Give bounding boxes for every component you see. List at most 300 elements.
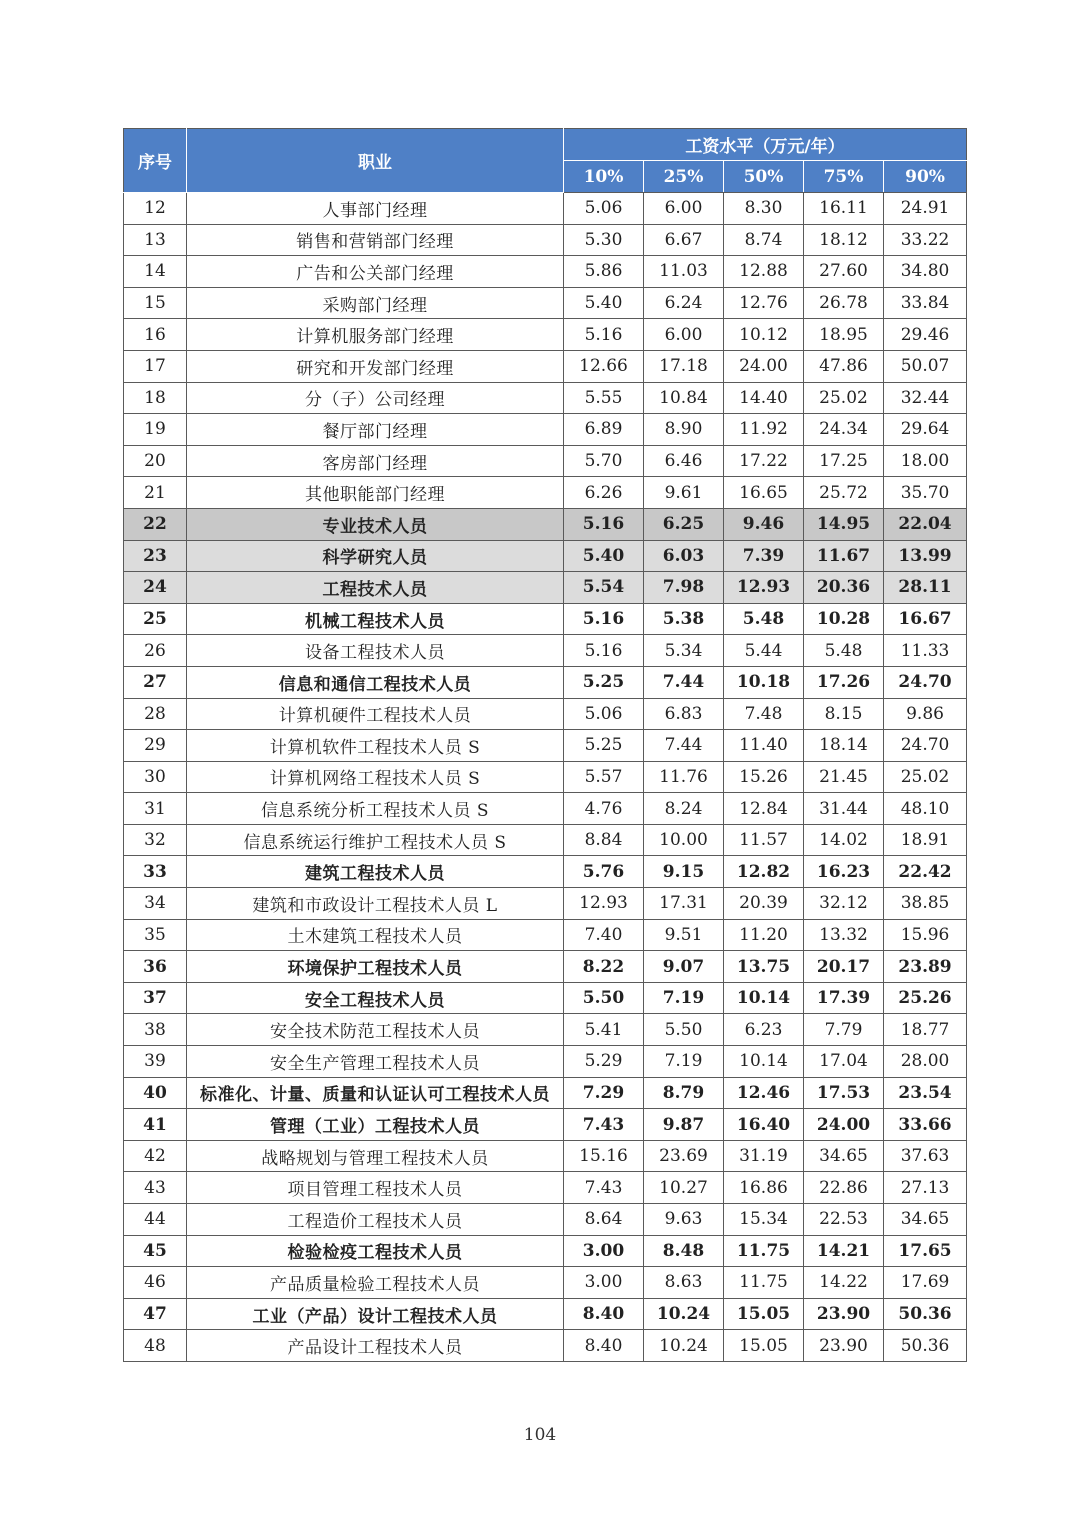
- cell-occupation: 设备工程技术人员: [187, 635, 564, 667]
- cell-wage-value: 3.00: [564, 1267, 644, 1299]
- table-row: [124, 1140, 967, 1172]
- cell-wage-value: 11.75: [724, 1267, 804, 1299]
- cell-seq: 46: [124, 1267, 187, 1299]
- cell-wage-value: 4.76: [564, 793, 644, 825]
- cell-wage-value: 12.76: [724, 287, 804, 319]
- cell-wage-value: 8.24: [644, 793, 724, 825]
- cell-wage-value: 15.16: [564, 1140, 644, 1172]
- cell-wage-value: 24.00: [804, 1109, 884, 1141]
- cell-wage-value: 18.95: [804, 319, 884, 351]
- cell-wage-value: 8.90: [644, 414, 724, 446]
- cell-wage-value: 7.44: [644, 666, 724, 698]
- cell-wage-value: 12.93: [564, 888, 644, 920]
- cell-seq: 34: [124, 888, 187, 920]
- cell-wage-value: 7.43: [564, 1172, 644, 1204]
- cell-wage-value: 34.65: [884, 1204, 967, 1236]
- cell-wage-value: 10.00: [644, 824, 724, 856]
- cell-wage-value: 8.84: [564, 824, 644, 856]
- cell-seq: 19: [124, 414, 187, 446]
- table-row: [124, 572, 967, 604]
- cell-wage-value: 34.65: [804, 1140, 884, 1172]
- cell-occupation: 信息和通信工程技术人员: [187, 666, 564, 698]
- cell-wage-value: 10.18: [724, 666, 804, 698]
- cell-wage-value: 17.69: [884, 1267, 967, 1299]
- cell-seq: 44: [124, 1204, 187, 1236]
- table-row: [124, 287, 967, 319]
- cell-seq: 26: [124, 635, 187, 667]
- cell-wage-value: 5.54: [564, 572, 644, 604]
- cell-seq: 13: [124, 224, 187, 256]
- cell-wage-value: 7.48: [724, 698, 804, 730]
- cell-occupation: 工业（产品）设计工程技术人员: [187, 1298, 564, 1330]
- cell-wage-value: 17.18: [644, 350, 724, 382]
- cell-seq: 47: [124, 1298, 187, 1330]
- cell-wage-value: 24.34: [804, 414, 884, 446]
- cell-wage-value: 20.36: [804, 572, 884, 604]
- header-percentile: 25%: [644, 161, 724, 193]
- cell-wage-value: 18.00: [884, 445, 967, 477]
- cell-wage-value: 22.86: [804, 1172, 884, 1204]
- cell-occupation: 工程造价工程技术人员: [187, 1204, 564, 1236]
- table-row: [124, 508, 967, 540]
- cell-wage-value: 8.79: [644, 1077, 724, 1109]
- cell-wage-value: 5.16: [564, 508, 644, 540]
- cell-wage-value: 12.93: [724, 572, 804, 604]
- header-occupation: 职业: [187, 129, 564, 193]
- cell-occupation: 标准化、计量、质量和认证认可工程技术人员: [187, 1077, 564, 1109]
- cell-seq: 27: [124, 666, 187, 698]
- cell-wage-value: 38.85: [884, 888, 967, 920]
- cell-seq: 42: [124, 1140, 187, 1172]
- cell-wage-value: 17.22: [724, 445, 804, 477]
- table-row: [124, 319, 967, 351]
- cell-seq: 12: [124, 193, 187, 225]
- cell-wage-value: 12.82: [724, 856, 804, 888]
- cell-occupation: 机械工程技术人员: [187, 603, 564, 635]
- cell-wage-value: 50.36: [884, 1330, 967, 1362]
- table-row: [124, 951, 967, 983]
- cell-seq: 45: [124, 1235, 187, 1267]
- table-row: [124, 1330, 967, 1362]
- cell-wage-value: 23.89: [884, 951, 967, 983]
- cell-wage-value: 24.70: [884, 730, 967, 762]
- table-row: [124, 1014, 967, 1046]
- cell-wage-value: 11.03: [644, 256, 724, 288]
- cell-wage-value: 5.50: [564, 982, 644, 1014]
- cell-wage-value: 9.46: [724, 508, 804, 540]
- header-percentile: 90%: [884, 161, 967, 193]
- cell-wage-value: 23.69: [644, 1140, 724, 1172]
- cell-wage-value: 5.40: [564, 540, 644, 572]
- cell-wage-value: 6.89: [564, 414, 644, 446]
- cell-wage-value: 5.16: [564, 319, 644, 351]
- table-row: [124, 824, 967, 856]
- cell-wage-value: 5.55: [564, 382, 644, 414]
- cell-wage-value: 7.39: [724, 540, 804, 572]
- cell-occupation: 专业技术人员: [187, 508, 564, 540]
- cell-wage-value: 8.64: [564, 1204, 644, 1236]
- cell-occupation: 管理（工业）工程技术人员: [187, 1109, 564, 1141]
- header-percentile: 75%: [804, 161, 884, 193]
- cell-wage-value: 5.30: [564, 224, 644, 256]
- cell-occupation: 其他职能部门经理: [187, 477, 564, 509]
- cell-wage-value: 6.25: [644, 508, 724, 540]
- cell-seq: 20: [124, 445, 187, 477]
- table-row: [124, 445, 967, 477]
- cell-occupation: 环境保护工程技术人员: [187, 951, 564, 983]
- cell-wage-value: 10.24: [644, 1330, 724, 1362]
- cell-wage-value: 28.00: [884, 1046, 967, 1078]
- table-row: [124, 1109, 967, 1141]
- cell-wage-value: 11.75: [724, 1235, 804, 1267]
- cell-wage-value: 5.38: [644, 603, 724, 635]
- cell-seq: 29: [124, 730, 187, 762]
- cell-wage-value: 23.54: [884, 1077, 967, 1109]
- cell-wage-value: 17.39: [804, 982, 884, 1014]
- table-row: [124, 414, 967, 446]
- table-row: [124, 1046, 967, 1078]
- cell-wage-value: 31.19: [724, 1140, 804, 1172]
- cell-wage-value: 16.86: [724, 1172, 804, 1204]
- cell-wage-value: 18.77: [884, 1014, 967, 1046]
- table-row: [124, 224, 967, 256]
- cell-wage-value: 15.26: [724, 761, 804, 793]
- header-percentile: 10%: [564, 161, 644, 193]
- cell-wage-value: 16.65: [724, 477, 804, 509]
- cell-occupation: 分（子）公司经理: [187, 382, 564, 414]
- cell-wage-value: 16.40: [724, 1109, 804, 1141]
- table-row: [124, 856, 967, 888]
- cell-seq: 18: [124, 382, 187, 414]
- cell-wage-value: 20.39: [724, 888, 804, 920]
- cell-wage-value: 16.23: [804, 856, 884, 888]
- cell-wage-value: 10.14: [724, 1046, 804, 1078]
- cell-wage-value: 11.33: [884, 635, 967, 667]
- cell-wage-value: 7.19: [644, 1046, 724, 1078]
- cell-wage-value: 9.61: [644, 477, 724, 509]
- cell-wage-value: 10.27: [644, 1172, 724, 1204]
- cell-wage-value: 18.91: [884, 824, 967, 856]
- table-row: [124, 256, 967, 288]
- cell-occupation: 产品设计工程技术人员: [187, 1330, 564, 1362]
- cell-seq: 28: [124, 698, 187, 730]
- cell-wage-value: 13.32: [804, 919, 884, 951]
- cell-occupation: 建筑和市政设计工程技术人员 L: [187, 888, 564, 920]
- cell-wage-value: 5.50: [644, 1014, 724, 1046]
- table-row: [124, 793, 967, 825]
- cell-seq: 22: [124, 508, 187, 540]
- cell-wage-value: 6.23: [724, 1014, 804, 1046]
- cell-occupation: 计算机软件工程技术人员 S: [187, 730, 564, 762]
- cell-wage-value: 22.53: [804, 1204, 884, 1236]
- table-row: [124, 603, 967, 635]
- table-row: [124, 919, 967, 951]
- cell-occupation: 餐厅部门经理: [187, 414, 564, 446]
- cell-wage-value: 12.46: [724, 1077, 804, 1109]
- cell-wage-value: 35.70: [884, 477, 967, 509]
- table-row: [124, 1204, 967, 1236]
- cell-wage-value: 7.79: [804, 1014, 884, 1046]
- cell-wage-value: 11.92: [724, 414, 804, 446]
- cell-occupation: 工程技术人员: [187, 572, 564, 604]
- cell-occupation: 计算机硬件工程技术人员: [187, 698, 564, 730]
- cell-wage-value: 10.28: [804, 603, 884, 635]
- table-row: [124, 1172, 967, 1204]
- cell-wage-value: 24.70: [884, 666, 967, 698]
- cell-wage-value: 6.00: [644, 319, 724, 351]
- cell-occupation: 研究和开发部门经理: [187, 350, 564, 382]
- cell-wage-value: 6.00: [644, 193, 724, 225]
- cell-wage-value: 7.29: [564, 1077, 644, 1109]
- cell-wage-value: 7.98: [644, 572, 724, 604]
- cell-seq: 43: [124, 1172, 187, 1204]
- cell-wage-value: 10.84: [644, 382, 724, 414]
- table-row: [124, 1267, 967, 1299]
- cell-wage-value: 7.19: [644, 982, 724, 1014]
- cell-wage-value: 8.48: [644, 1235, 724, 1267]
- cell-wage-value: 11.67: [804, 540, 884, 572]
- cell-wage-value: 8.15: [804, 698, 884, 730]
- cell-wage-value: 15.96: [884, 919, 967, 951]
- cell-occupation: 销售和营销部门经理: [187, 224, 564, 256]
- cell-wage-value: 26.78: [804, 287, 884, 319]
- cell-wage-value: 22.42: [884, 856, 967, 888]
- cell-seq: 14: [124, 256, 187, 288]
- cell-wage-value: 34.80: [884, 256, 967, 288]
- cell-wage-value: 5.41: [564, 1014, 644, 1046]
- cell-wage-value: 5.34: [644, 635, 724, 667]
- cell-wage-value: 5.25: [564, 730, 644, 762]
- cell-wage-value: 14.22: [804, 1267, 884, 1299]
- table-row: [124, 635, 967, 667]
- cell-wage-value: 50.36: [884, 1298, 967, 1330]
- table-row: [124, 382, 967, 414]
- cell-occupation: 土木建筑工程技术人员: [187, 919, 564, 951]
- cell-seq: 23: [124, 540, 187, 572]
- cell-wage-value: 28.11: [884, 572, 967, 604]
- cell-wage-value: 13.99: [884, 540, 967, 572]
- table-row: [124, 666, 967, 698]
- cell-wage-value: 5.25: [564, 666, 644, 698]
- cell-wage-value: 17.26: [804, 666, 884, 698]
- cell-seq: 37: [124, 982, 187, 1014]
- cell-wage-value: 12.88: [724, 256, 804, 288]
- cell-wage-value: 5.29: [564, 1046, 644, 1078]
- cell-occupation: 安全技术防范工程技术人员: [187, 1014, 564, 1046]
- table-body: [124, 193, 967, 1362]
- cell-wage-value: 47.86: [804, 350, 884, 382]
- cell-seq: 39: [124, 1046, 187, 1078]
- cell-wage-value: 9.63: [644, 1204, 724, 1236]
- cell-seq: 48: [124, 1330, 187, 1362]
- cell-wage-value: 7.40: [564, 919, 644, 951]
- cell-wage-value: 11.40: [724, 730, 804, 762]
- cell-seq: 31: [124, 793, 187, 825]
- table-row: [124, 698, 967, 730]
- cell-wage-value: 33.84: [884, 287, 967, 319]
- cell-occupation: 项目管理工程技术人员: [187, 1172, 564, 1204]
- cell-seq: 17: [124, 350, 187, 382]
- cell-wage-value: 18.12: [804, 224, 884, 256]
- cell-wage-value: 22.04: [884, 508, 967, 540]
- cell-wage-value: 15.34: [724, 1204, 804, 1236]
- cell-wage-value: 6.83: [644, 698, 724, 730]
- cell-wage-value: 12.84: [724, 793, 804, 825]
- cell-wage-value: 17.53: [804, 1077, 884, 1109]
- cell-occupation: 检验检疫工程技术人员: [187, 1235, 564, 1267]
- cell-occupation: 广告和公关部门经理: [187, 256, 564, 288]
- cell-wage-value: 27.13: [884, 1172, 967, 1204]
- table-row: [124, 1235, 967, 1267]
- page-number: 104: [523, 1425, 557, 1445]
- table-row: [124, 350, 967, 382]
- cell-wage-value: 6.67: [644, 224, 724, 256]
- cell-wage-value: 5.16: [564, 635, 644, 667]
- cell-seq: 40: [124, 1077, 187, 1109]
- cell-wage-value: 5.06: [564, 698, 644, 730]
- cell-wage-value: 8.30: [724, 193, 804, 225]
- cell-occupation: 客房部门经理: [187, 445, 564, 477]
- cell-wage-value: 17.31: [644, 888, 724, 920]
- cell-wage-value: 17.25: [804, 445, 884, 477]
- cell-wage-value: 7.44: [644, 730, 724, 762]
- cell-wage-value: 8.63: [644, 1267, 724, 1299]
- table-row: [124, 540, 967, 572]
- cell-occupation: 人事部门经理: [187, 193, 564, 225]
- cell-wage-value: 11.76: [644, 761, 724, 793]
- wage-table: [123, 128, 967, 1362]
- cell-seq: 21: [124, 477, 187, 509]
- table-row: [124, 982, 967, 1014]
- cell-wage-value: 5.16: [564, 603, 644, 635]
- cell-seq: 24: [124, 572, 187, 604]
- cell-wage-value: 33.22: [884, 224, 967, 256]
- cell-wage-value: 5.57: [564, 761, 644, 793]
- cell-occupation: 产品质量检验工程技术人员: [187, 1267, 564, 1299]
- cell-occupation: 科学研究人员: [187, 540, 564, 572]
- table-row: [124, 193, 967, 225]
- cell-wage-value: 8.40: [564, 1330, 644, 1362]
- cell-occupation: 安全生产管理工程技术人员: [187, 1046, 564, 1078]
- cell-seq: 16: [124, 319, 187, 351]
- cell-wage-value: 14.40: [724, 382, 804, 414]
- cell-wage-value: 8.74: [724, 224, 804, 256]
- header-percentile: 50%: [724, 161, 804, 193]
- table-row: [124, 1298, 967, 1330]
- header-seq: 序号: [124, 129, 187, 193]
- cell-occupation: 建筑工程技术人员: [187, 856, 564, 888]
- cell-wage-value: 9.07: [644, 951, 724, 983]
- cell-wage-value: 6.24: [644, 287, 724, 319]
- cell-seq: 32: [124, 824, 187, 856]
- cell-wage-value: 37.63: [884, 1140, 967, 1172]
- cell-wage-value: 5.48: [804, 635, 884, 667]
- cell-wage-value: 5.86: [564, 256, 644, 288]
- cell-wage-value: 32.12: [804, 888, 884, 920]
- cell-wage-value: 3.00: [564, 1235, 644, 1267]
- cell-wage-value: 18.14: [804, 730, 884, 762]
- table-row: [124, 761, 967, 793]
- cell-wage-value: 31.44: [804, 793, 884, 825]
- cell-wage-value: 5.48: [724, 603, 804, 635]
- cell-wage-value: 10.12: [724, 319, 804, 351]
- cell-wage-value: 27.60: [804, 256, 884, 288]
- cell-wage-value: 6.03: [644, 540, 724, 572]
- cell-wage-value: 8.22: [564, 951, 644, 983]
- cell-wage-value: 23.90: [804, 1330, 884, 1362]
- cell-seq: 41: [124, 1109, 187, 1141]
- cell-wage-value: 17.65: [884, 1235, 967, 1267]
- cell-wage-value: 25.02: [804, 382, 884, 414]
- cell-occupation: 安全工程技术人员: [187, 982, 564, 1014]
- cell-wage-value: 15.05: [724, 1298, 804, 1330]
- cell-wage-value: 5.40: [564, 287, 644, 319]
- cell-wage-value: 24.91: [884, 193, 967, 225]
- cell-wage-value: 11.20: [724, 919, 804, 951]
- cell-wage-value: 6.46: [644, 445, 724, 477]
- table-header: [124, 129, 967, 193]
- cell-seq: 38: [124, 1014, 187, 1046]
- cell-seq: 25: [124, 603, 187, 635]
- cell-seq: 30: [124, 761, 187, 793]
- cell-wage-value: 23.90: [804, 1298, 884, 1330]
- cell-wage-value: 9.86: [884, 698, 967, 730]
- cell-wage-value: 5.70: [564, 445, 644, 477]
- cell-wage-value: 16.11: [804, 193, 884, 225]
- cell-occupation: 信息系统运行维护工程技术人员 S: [187, 824, 564, 856]
- table-row: [124, 888, 967, 920]
- cell-wage-value: 21.45: [804, 761, 884, 793]
- cell-wage-value: 14.02: [804, 824, 884, 856]
- cell-wage-value: 14.21: [804, 1235, 884, 1267]
- cell-wage-value: 11.57: [724, 824, 804, 856]
- cell-wage-value: 9.51: [644, 919, 724, 951]
- cell-wage-value: 13.75: [724, 951, 804, 983]
- cell-seq: 33: [124, 856, 187, 888]
- cell-wage-value: 10.14: [724, 982, 804, 1014]
- table-row: [124, 477, 967, 509]
- cell-wage-value: 29.46: [884, 319, 967, 351]
- cell-wage-value: 8.40: [564, 1298, 644, 1330]
- cell-occupation: 战略规划与管理工程技术人员: [187, 1140, 564, 1172]
- cell-occupation: 计算机服务部门经理: [187, 319, 564, 351]
- cell-wage-value: 5.06: [564, 193, 644, 225]
- cell-seq: 15: [124, 287, 187, 319]
- cell-seq: 36: [124, 951, 187, 983]
- table-row: [124, 730, 967, 762]
- cell-wage-value: 16.67: [884, 603, 967, 635]
- cell-wage-value: 17.04: [804, 1046, 884, 1078]
- cell-wage-value: 14.95: [804, 508, 884, 540]
- cell-wage-value: 20.17: [804, 951, 884, 983]
- cell-wage-value: 25.26: [884, 982, 967, 1014]
- header-wage-group: 工资水平（万元/年）: [564, 129, 967, 161]
- cell-wage-value: 5.44: [724, 635, 804, 667]
- cell-wage-value: 9.87: [644, 1109, 724, 1141]
- cell-wage-value: 10.24: [644, 1298, 724, 1330]
- cell-occupation: 采购部门经理: [187, 287, 564, 319]
- cell-wage-value: 48.10: [884, 793, 967, 825]
- cell-wage-value: 25.72: [804, 477, 884, 509]
- cell-wage-value: 15.05: [724, 1330, 804, 1362]
- cell-wage-value: 6.26: [564, 477, 644, 509]
- cell-wage-value: 12.66: [564, 350, 644, 382]
- cell-wage-value: 5.76: [564, 856, 644, 888]
- cell-occupation: 计算机网络工程技术人员 S: [187, 761, 564, 793]
- cell-wage-value: 32.44: [884, 382, 967, 414]
- cell-wage-value: 33.66: [884, 1109, 967, 1141]
- cell-occupation: 信息系统分析工程技术人员 S: [187, 793, 564, 825]
